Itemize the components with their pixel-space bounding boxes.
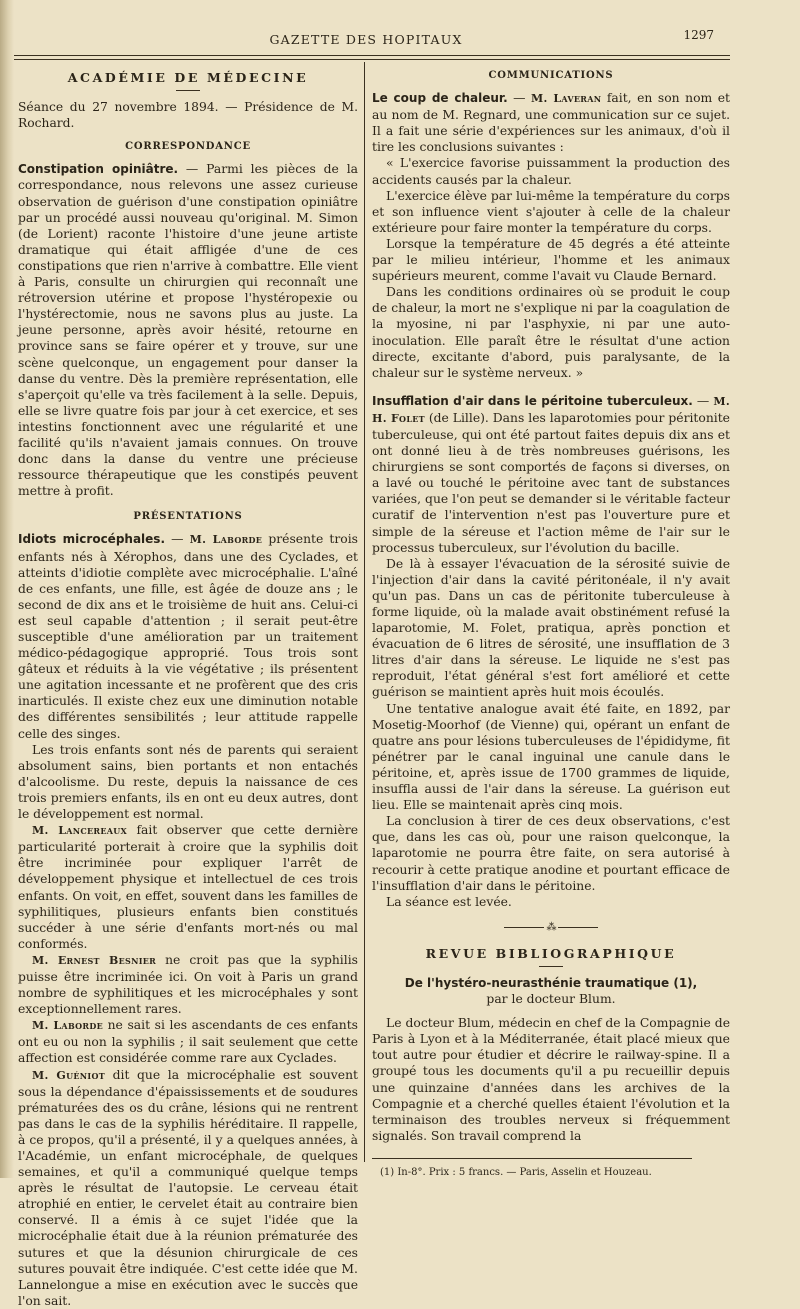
laborde-reply-paragraph	[18, 1017, 358, 1066]
academy-heading: ACADÉMIE DE MÉDECINE	[67, 70, 309, 85]
insufflation-paragraph-4: La conclusion à tirer de ces deux observations, c'est que, dans les cas où, pour une raison quelconque, la laparotomie ne pourra être faite, on sera autorisé à recourir à cette pratique anodine et pourtant efficace de l'insufflation d'air dans le péritoine.	[372, 814, 730, 893]
seance-line: Séance du 27 novembre 1894. — Présidence de M. Rochard.	[18, 100, 358, 131]
lancereaux-text: fait observer que cette dernière particularité porterait à croire que la syphilis doit être incriminée pour expliquer l'arrêt de développement physique et intellectuel de ces trois enfants. On voit, en effet, souvent dans les familles de syphilitiques, plusieurs enfants bien constitués succéder à une série d'enfants mort-nés ou mal conformés.	[18, 823, 359, 951]
insufflation-speaker: M. H. Folet	[372, 394, 730, 425]
coup-paragraph: Le coup de chaleur. — M. Laveran fait, en son nom et au nom de M. Regnard, une communication sur ce sujet. Il a fait une série d'expériences sur les animaux, d'où il tire les conclusions suivantes :	[372, 91, 730, 155]
gueniot-text: dit que la microcéphalie est souvent sous la dépendance d'épaississements et de soudures prématurées des os du crâne, lésions qui ne rentrent pas dans le cas de la syphilis héréditaire. Il rappelle, à ce propos, qu'il a présenté, il y a quelques années, à l'Académie, un enfant microcéphale, de quelques semaines, et qu'il a communiqué quelque temps après le résultat de l'autopsie. Le cerveau était atrophié en entier, le cervelet était au contraire bien conservé. Il a émis à ce sujet l'idée que la microcéphalie était due à la réunion prématurée des sutures et que la désunion chirurgicale de ces sutures pouvait être indiquée. C'est cette idée que M. Lannelongue a mise en exécution avec le succès que l'on sait.	[18, 1067, 358, 1308]
besnier-speaker: M. Ernest Besnier	[32, 953, 157, 967]
page-header	[12, 28, 720, 48]
footnote-rule	[372, 1158, 692, 1159]
lancereaux-paragraph	[18, 822, 358, 952]
revue-rule	[539, 966, 563, 967]
insufflation-text: (de Lille). Dans les laparotomies pour péritonite tuberculeuse, qui ont été partout faites depuis dix ans et ont donné lieu à de très nombreuses guérisons, les chirurgiens se sont comportés de façons si diverses, on a lavé ou touché le péritoine avec tant de substances variées, que l'on peut se demander si le véritable facteur curatif de l'intervention n'est pas l'ouverture pure et simple de la séreuse et l'action même de l'air sur le processus tuberculeux, sur l'évolution du bacille.	[372, 410, 730, 555]
coup-speaker: M. Laveran	[531, 92, 602, 106]
idiots-text: présente trois enfants nés à Xérophos, dans une des Cyclades, et atteints d'idiotie complète avec microcéphalie. L'aîné de ces enfants, une fille, est âgée de douze ans ; le second de dix ans et le troisième de huit ans. Celui-ci est seul capable d'attention ; il serait peut-être susceptible d'une amélioration par un traitement médico-pédagogique approprié. Tous trois sont gâteux et réduits à la vie végétative ; ils présentent une agitation incessante et ne profèrent que des cris inarticulés. Il existe chez eux une diminution notable des différentes sensibilités ; leur attitude rappelle celle des singes.	[18, 532, 359, 741]
besnier-paragraph	[18, 952, 358, 1017]
right-column	[372, 66, 730, 1178]
constipation-text: — Parmi les pièces de la correspondance, nous relevons une assez curieuse observation de guérison d'une constipation opiniâtre par un procédé aussi nouveau qu'original. M. Simon (de Lorient) raconte l'histoire d'une jeune artiste dramatique qui était affligée d'une de ces constipations que rien n'arrive à combattre. Elle vient à Paris, consulte un chirurgien qui reconnaît une rétroversion utérine et propose l'hystéropexie ou l'hystérectomie, nous ne savons plus au juste. La jeune personne, après avoir hésité, retourne en province sans se faire opérer et y trouve, sur une scène quelconque, un engagement pour danser la danse du ventre. Dès la première représentation, elle s'aperçoit qu'elle va très facilement à la selle. Depuis, elle se livre quatre fois par jour à cet exercice, et ses intestins fonctionnent avec une régularité et une facilité qu'ils n'avaient jamais connues. On trouve donc dans la danse du ventre une précieuse ressource thérapeutique que les constipés peuvent mettre à profit.	[18, 162, 359, 499]
heading-rule	[176, 90, 200, 91]
column-divider	[364, 62, 365, 1162]
lancereaux-speaker: M. Lancereaux	[32, 824, 128, 838]
coup-paragraph-2: « L'exercice favorise puissamment la production des accidents causés par la chaleur.	[372, 156, 730, 187]
gueniot-paragraph	[18, 1067, 358, 1309]
besnier-text: ne croit pas que la syphilis puisse être incriminée ici. On voit à Paris un grand nombre de syphilitiques et les microcéphales y sont exceptionnellement rares.	[18, 952, 358, 1017]
page-number: 1297	[683, 28, 714, 42]
coup-paragraph-5: Dans les conditions ordinaires où se produit le coup de chaleur, la mort ne s'explique ni par la coagulation de la myosine, ni par l'asphyxie, ni par une auto-inoculation. Elle paraît être le résultat d'une action directe, excitante d'abord, puis paralysante, de la chaleur sur le système nerveux. »	[372, 285, 730, 380]
laborde-reply-text: ne sait si les ascendants de ces enfants ont eu ou non la syphilis ; il sait seulement que cette affection est considérée comme rare aux Cyclades.	[18, 1018, 359, 1066]
bibliography-text: Le docteur Blum, médecin en chef de la Compagnie de Paris à Lyon et à la Méditerranée, était placé mieux que tout autre pour étudier et décrire le railway-spine. Il a groupé tous les documents qu'il a pu recueillir depuis une quinzaine d'années dans les archives de la Compagnie et a cherché quelles étaient l'évolution et la terminaison des troubles nerveux si fréquemment signalés. Son travail comprend la	[372, 1016, 730, 1143]
coup-paragraph-4: Lorsque la température de 45 degrés a été atteinte par le milieu intérieur, l'homme et les animaux supérieurs meurent, comme l'avait vu Claude Bernard.	[372, 236, 730, 284]
constipation-paragraph	[18, 161, 358, 499]
seance-closing: La séance est levée.	[386, 894, 512, 909]
insufflation-paragraph: Insufflation d'air dans le péritoine tuberculeux. — M. H. Folet (de Lille). Dans les laparotomies pour péritonite tuberculeuse, qui ont été partout faites depuis dix ans et ont donné lieu à de très nombreuses guérisons, les chirurgiens se sont comportés de façons si diverses, on a lavé ou touché le péritoine avec tant de substances variées, que l'on peut se demander si le véritable facteur curatif de l'intervention n'est pas l'ouverture pure et simple de la séreuse et l'action même de l'air sur le processus tuberculeux, sur l'évolution du bacille.	[372, 393, 730, 555]
insufflation-paragraph-3: Une tentative analogue avait été faite, en 1892, par Mosetig-Moorhof (de Vienne) qui, opérant un enfant de quatre ans pour lésions tuberculeuses de l'épididyme, fit pénétrer par le canal inguinal une canule dans le péritoine, et, après issue de 1700 grammes de liquide, insuffla aussi de l'air dans la séreuse. La guérison eut lieu. Elle se maintenait après cinq mois.	[372, 701, 730, 813]
gueniot-speaker: M. Guéniot	[32, 1068, 105, 1082]
coup-text: fait, en son nom et au nom de M. Regnard, une communication sur ce sujet. Il a fait une série d'expériences sur les animaux, d'où il tire les conclusions suivantes :	[372, 91, 730, 155]
footnote: (1) In-8°. Prix : 5 francs. — Paris, Asselin et Houzeau.	[380, 1166, 652, 1178]
coup-title: Le coup de chaleur.	[372, 91, 508, 106]
communications-heading: COMMUNICATIONS	[488, 70, 614, 81]
idiots-paragraph-2: Les trois enfants sont nés de parents qui seraient absolument sains, bien portants et non entachés d'alcoolisme. Du reste, depuis la naissance de ces trois premiers enfants, ils en ont eu deux autres, dont le développement est normal.	[18, 742, 358, 822]
revue-heading: REVUE BIBLIOGRAPHIQUE	[425, 945, 677, 961]
constipation-title: Constipation opiniâtre.	[18, 162, 179, 177]
laborde-reply-speaker: M. Laborde	[32, 1019, 104, 1033]
presentations-heading: PRÉSENTATIONS	[133, 511, 243, 523]
idiots-paragraph: Idiots microcéphales. — M. Laborde présente trois enfants nés à Xérophos, dans une des Cyclades, et atteints d'idiotie complète avec microcéphalie. L'aîné de ces enfants, une fille, est âgée de douze ans ; le second de dix ans et le troisième de huit ans. Celui-ci est seul capable d'attention ; il serait peut-être susceptible d'une amélioration par un traitement médico-pédagogique approprié. Tous trois sont gâteux et réduits à la vie végétative ; ils présentent une agitation incessante et ne profèrent que des cris inarticulés. Il existe chez eux une diminution notable des différentes sensibilités ; leur attitude rappelle celle des singes.	[18, 532, 359, 741]
coup-paragraph-3: L'exercice élève par lui-même la température du corps et son influence vient s'ajouter à celle de la chaleur extérieure pour faire monter la température du corps.	[372, 188, 730, 235]
bibliography-author: par le docteur Blum.	[486, 992, 616, 1007]
header-rule-bottom	[14, 59, 730, 60]
correspondance-heading: CORRESPONDANCE	[125, 141, 251, 153]
idiots-title: Idiots microcéphales.	[18, 532, 166, 547]
section-ornament: ⁂	[372, 920, 730, 936]
journal-title: GAZETTE DES HOPITAUX	[269, 32, 463, 47]
insufflation-title: Insufflation d'air dans le péritoine tuberculeux.	[372, 393, 693, 408]
idiots-speaker: M. Laborde	[189, 533, 263, 547]
left-column	[18, 66, 359, 1308]
bibliography-title: De l'hystéro-neurasthénie traumatique (1),	[404, 975, 698, 990]
insufflation-paragraph-2: De là à essayer l'évacuation de la sérosité suivie de l'injection d'air dans la cavité péritonéale, il n'y avait qu'un pas. Dans un cas de péritonite tuberculeuse à forme liquide, où la malade avait obstinément refusé la laparotomie, M. Folet, pratiqua, après ponction et évacuation de 6 litres de sérosité, une insufflation de 3 litres d'air dans la séreuse. Le liquide ne s'est pas reproduit, l'état général s'est fort amélioré et cette guérison se maintient après huit mois écoulés.	[372, 556, 730, 700]
header-rule-top	[14, 55, 730, 56]
page-binding-shadow	[0, 0, 14, 1178]
